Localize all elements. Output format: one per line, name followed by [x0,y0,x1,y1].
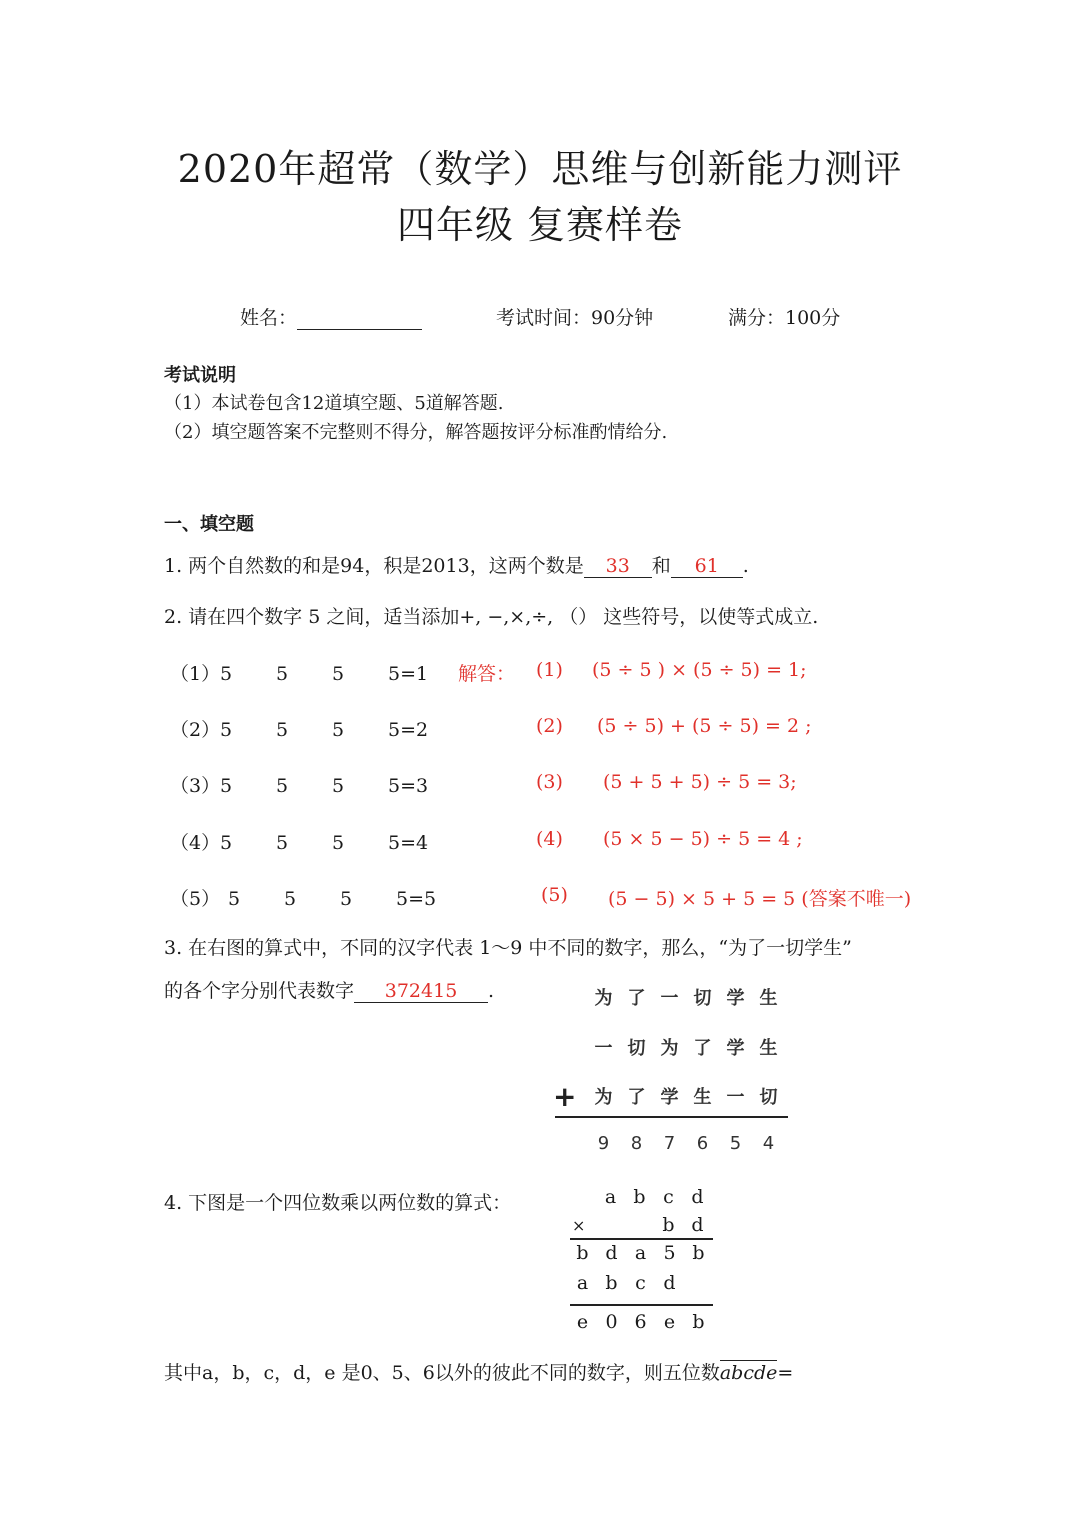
q2-solution-num: (2) [536,715,563,737]
puzzle-char: 学 [726,1038,745,1059]
q3-line-2 [164,976,494,1003]
full-score: 满分：100分 [728,307,841,329]
mult-digit: d [691,1186,704,1208]
q2-digit: 5 [276,663,289,685]
q2-row [170,828,428,855]
mult-digit: b [692,1311,705,1333]
mult-digit: a [634,1242,647,1264]
mult-digit: c [663,1186,674,1208]
q2-solution: (5 + 5 + 5) ÷ 5 = 3; [603,771,797,793]
mult-digit: d [691,1214,704,1236]
question-1 [164,551,749,578]
mult-digit: a [576,1272,589,1294]
q2-row-label: （5） [170,888,221,910]
q2-row-label: （2） [170,719,221,741]
q4-final-text: 其中a，b，c，d，e 是0、5、6以外的彼此不同的数字，则五位数 [164,1362,720,1384]
mult-row-1 [596,1186,712,1208]
q2-digit: 5 [220,663,233,685]
q2-equation: 5=4 [388,832,429,854]
mult-digit: c [635,1272,646,1294]
q2-digit: 5 [332,775,345,797]
q2-digit: 5 [332,832,345,854]
mult-digit: d [605,1242,618,1264]
mult-digit: e [663,1311,676,1333]
result-digit: 9 [597,1133,610,1154]
q2-row [170,884,436,911]
mult-digit: b [662,1214,675,1236]
q3-end: . [488,980,495,1002]
mult-digit: b [692,1242,705,1264]
q3-text: 的各个字分别代表数字 [164,980,355,1002]
q1-text: 1. 两个自然数的和是94，积是2013，这两个数是 [164,555,584,577]
mult-digit: b [605,1272,618,1294]
q2-digit: 5 [332,719,345,741]
puzzle-char: 生 [693,1087,712,1108]
section-heading: 一、填空题 [164,514,254,535]
exam-time: 考试时间：90分钟 [496,307,654,329]
puzzle-char: 了 [627,988,646,1009]
puzzle-char: 为 [594,988,613,1009]
q2-digit: 5 [340,888,353,910]
mult-digit: 6 [634,1311,647,1333]
times-sign: × [572,1216,586,1235]
q2-equation: 5=2 [388,719,429,741]
puzzle-char: 为 [594,1087,613,1108]
q2-row-label: （4） [170,832,221,854]
q2-row-label: （1） [170,663,221,685]
instruction-item: （2）填空题答案不完整则不得分，解答题按评分标准酌情给分. [164,422,668,443]
puzzle-char: 学 [660,1087,679,1108]
q2-digit: 5 [220,832,233,854]
puzzle-char: 生 [759,1038,778,1059]
q1-end: . [742,555,749,577]
name-blank[interactable] [297,309,422,330]
q2-solution: (5 ÷ 5 ) × (5 ÷ 5) = 1; [592,659,807,681]
q2-solution-num: (1) [536,659,563,681]
q2-solution: (5 ÷ 5) + (5 ÷ 5) = 2 ; [597,715,812,737]
q2-solution-num: (4) [536,828,563,850]
mult-line-2 [570,1304,713,1306]
plus-sign: + [553,1080,577,1113]
q2-solution: (5 − 5) × 5 + 5 = 5 (答案不唯一) [608,888,912,910]
q2-answer-label: 解答： [458,663,516,685]
title-line-2: 四年级 复赛样卷 [396,203,684,247]
question-4: 4. 下图是一个四位数乘以两位数的算式： [164,1192,512,1214]
mult-row-3 [568,1242,713,1264]
instructions-heading: 考试说明 [164,365,236,386]
mult-row-4 [568,1272,684,1294]
result-digit: 8 [630,1133,643,1154]
q2-digit: 5 [220,775,233,797]
mult-digit: a [604,1186,617,1208]
q1-mid: 和 [651,555,671,577]
title-line-1: 2020年超常（数学）思维与创新能力测评 [177,147,903,191]
q2-digit: 5 [228,888,241,910]
puzzle-char: 学 [726,988,745,1009]
result-digit: 6 [696,1133,709,1154]
puzzle-char: 切 [693,988,712,1009]
q3-line-1: 3. 在右图的算式中，不同的汉字代表 1～9 中不同的数字，那么，“为了一切学生” [164,937,852,959]
name-label: 姓名： [240,307,298,329]
puzzle-row-2 [587,1034,785,1060]
puzzle-char: 了 [693,1038,712,1059]
puzzle-char: 切 [759,1087,778,1108]
q2-solution-num: (3) [536,771,563,793]
q2-equation: 5=5 [396,888,437,910]
question-2: 2. 请在四个数字 5 之间，适当添加+, −,×,÷, （） 这些符号，以使等式成立. [164,606,819,628]
puzzle-char: 了 [627,1087,646,1108]
puzzle-sum-line [555,1116,788,1118]
q2-row-label: （3） [170,775,221,797]
q2-solution: (5 × 5 − 5) ÷ 5 = 4 ; [603,828,803,850]
name-field [240,303,422,330]
q1-answer-2: 61 [671,555,743,578]
mult-digit: d [663,1272,676,1294]
puzzle-row-3 [587,1083,785,1109]
puzzle-char: 为 [660,1038,679,1059]
mult-digit: e [576,1311,589,1333]
q2-digit: 5 [220,719,233,741]
q2-row [170,715,428,742]
mult-line-1 [570,1238,713,1240]
puzzle-char: 生 [759,988,778,1009]
mult-result [568,1311,713,1333]
result-digit: 7 [663,1133,676,1154]
q2-equation: 5=3 [388,775,429,797]
result-digit: 4 [762,1133,775,1154]
instruction-item: （1）本试卷包含12道填空题、5道解答题. [164,393,504,414]
q4-final-eq: = [777,1362,794,1384]
q3-answer: 372415 [354,980,488,1003]
puzzle-char: 一 [660,988,679,1009]
puzzle-char: 一 [726,1087,745,1108]
q1-answer-1: 33 [584,555,652,578]
puzzle-char: 切 [627,1038,646,1059]
q2-digit: 5 [284,888,297,910]
result-digit: 5 [729,1133,742,1154]
mult-row-2 [654,1214,712,1236]
q2-solution-num: (5) [541,884,568,906]
mult-digit: 0 [605,1311,618,1333]
q2-row [170,771,428,798]
q2-digit: 5 [332,663,345,685]
mult-digit: b [576,1242,589,1264]
q4-final [164,1358,793,1385]
mult-digit: b [633,1186,646,1208]
q4-final-var: abcde [719,1362,778,1384]
q2-digit: 5 [276,719,289,741]
q2-digit: 5 [276,832,289,854]
q2-equation: 5=1 [388,663,429,685]
q2-row [170,659,428,686]
mult-digit: 5 [663,1242,676,1264]
puzzle-row-1 [587,984,785,1010]
puzzle-result [587,1133,785,1154]
q2-digit: 5 [276,775,289,797]
puzzle-char: 一 [594,1038,613,1059]
